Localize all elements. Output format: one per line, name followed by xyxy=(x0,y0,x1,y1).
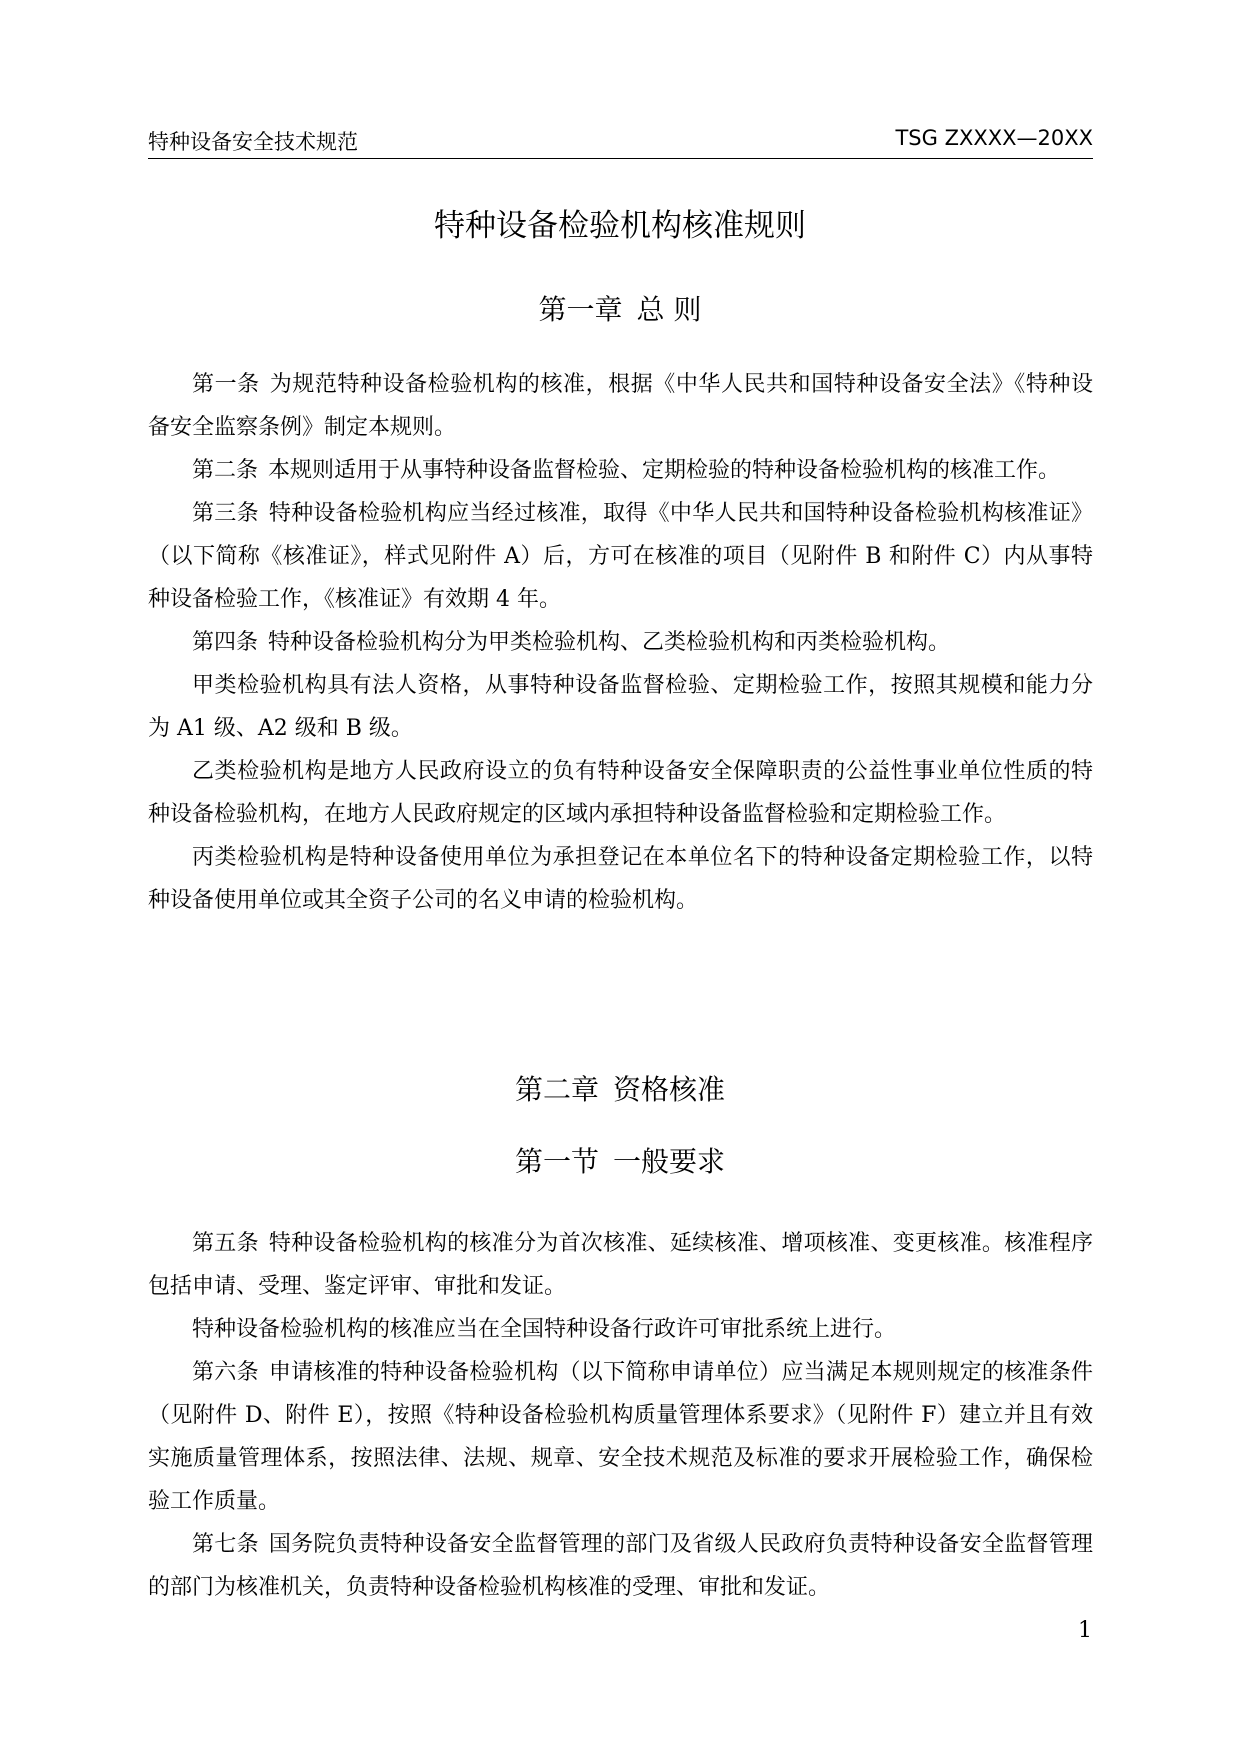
section-name: 一般要求 xyxy=(613,1145,726,1178)
article-6 xyxy=(148,1351,1093,1523)
paragraph-text: 丙类检验机构是特种设备使用单位为承担登记在本单位名下的特种设备定期检验工作，以特种设备使用单位或其全资子公司的名义申请的检验机构。 xyxy=(148,845,1093,913)
article-text: 特种设备检验机构的核准分为首次核准、延续核准、增项核准、变更核准。核准程序包括申请、受理、鉴定评审、审批和发证。 xyxy=(148,1231,1093,1299)
chapter-label: 第一章 xyxy=(538,293,623,326)
paragraph-text: 乙类检验机构是地方人民政府设立的负有特种设备安全保障职责的公益性事业单位性质的特种设备检验机构，在地方人民政府规定的区域内承担特种设备监督检验和定期检验工作。 xyxy=(148,759,1093,827)
article-number: 第六条 xyxy=(192,1360,259,1385)
chapter-heading-1 xyxy=(0,288,1240,328)
section-heading-1 xyxy=(0,1140,1240,1180)
article-3 xyxy=(148,492,1093,621)
article-text: 申请核准的特种设备检验机构（以下简称申请单位）应当满足本规则规定的核准条件（见附件 D、附件 E），按照《特种设备检验机构质量管理体系要求》（见附件 F）建立并且有效实施质量管理体系，按照法律、法规、规章、安全技术规范及标准的要求开展检验工作，确保检验工作质量。 xyxy=(148,1360,1093,1514)
paragraph-text: 甲类检验机构具有法人资格，从事特种设备监督检验、定期检验工作，按照其规模和能力分为 A1 级、A2 级和 B 级。 xyxy=(148,673,1093,741)
article-number: 第四条 xyxy=(192,630,259,655)
section-1-body xyxy=(148,1222,1093,1609)
article-text: 为规范特种设备检验机构的核准，根据《中华人民共和国特种设备安全法》《特种设备安全监察条例》制定本规则。 xyxy=(148,372,1093,440)
article-number: 第二条 xyxy=(192,458,259,483)
page-header xyxy=(148,124,1093,159)
paragraph-approval-system xyxy=(148,1308,1093,1351)
article-5 xyxy=(148,1222,1093,1308)
chapter-name: 资格核准 xyxy=(613,1073,726,1106)
paragraph-class-b xyxy=(148,750,1093,836)
paragraph-class-c xyxy=(148,836,1093,922)
article-number: 第三条 xyxy=(192,501,259,526)
article-2 xyxy=(148,449,1093,492)
section-label: 第一节 xyxy=(514,1145,599,1178)
document-title: 特种设备检验机构核准规则 xyxy=(434,208,806,244)
article-text: 国务院负责特种设备安全监督管理的部门及省级人民政府负责特种设备安全监督管理的部门为核准机关，负责特种设备检验机构核准的受理、审批和发证。 xyxy=(148,1532,1093,1600)
header-standard-code: TSG ZXXXX—20XX xyxy=(895,126,1093,150)
chapter-1-body xyxy=(148,363,1093,922)
page-number: 1 xyxy=(1078,1618,1092,1643)
paragraph-text: 特种设备检验机构的核准应当在全国特种设备行政许可审批系统上进行。 xyxy=(192,1317,897,1342)
chapter-heading-2 xyxy=(0,1068,1240,1108)
chapter-name: 总 则 xyxy=(636,293,702,326)
article-text: 本规则适用于从事特种设备监督检验、定期检验的特种设备检验机构的核准工作。 xyxy=(268,458,1061,483)
article-7 xyxy=(148,1523,1093,1609)
chapter-label: 第二章 xyxy=(514,1073,599,1106)
article-1 xyxy=(148,363,1093,449)
header-category: 特种设备安全技术规范 xyxy=(148,130,358,154)
article-text: 特种设备检验机构分为甲类检验机构、乙类检验机构和丙类检验机构。 xyxy=(268,630,951,655)
article-text: 特种设备检验机构应当经过核准，取得《中华人民共和国特种设备检验机构核准证》（以下简称《核准证》，样式见附件 A）后，方可在核准的项目（见附件 B 和附件 C）内从事特种设备检验工作，《核准证》有效期 4 年。 xyxy=(148,501,1093,612)
article-number: 第七条 xyxy=(192,1532,259,1557)
paragraph-class-a xyxy=(148,664,1093,750)
article-number: 第五条 xyxy=(192,1231,259,1256)
article-4 xyxy=(148,621,1093,664)
article-number: 第一条 xyxy=(192,372,260,397)
